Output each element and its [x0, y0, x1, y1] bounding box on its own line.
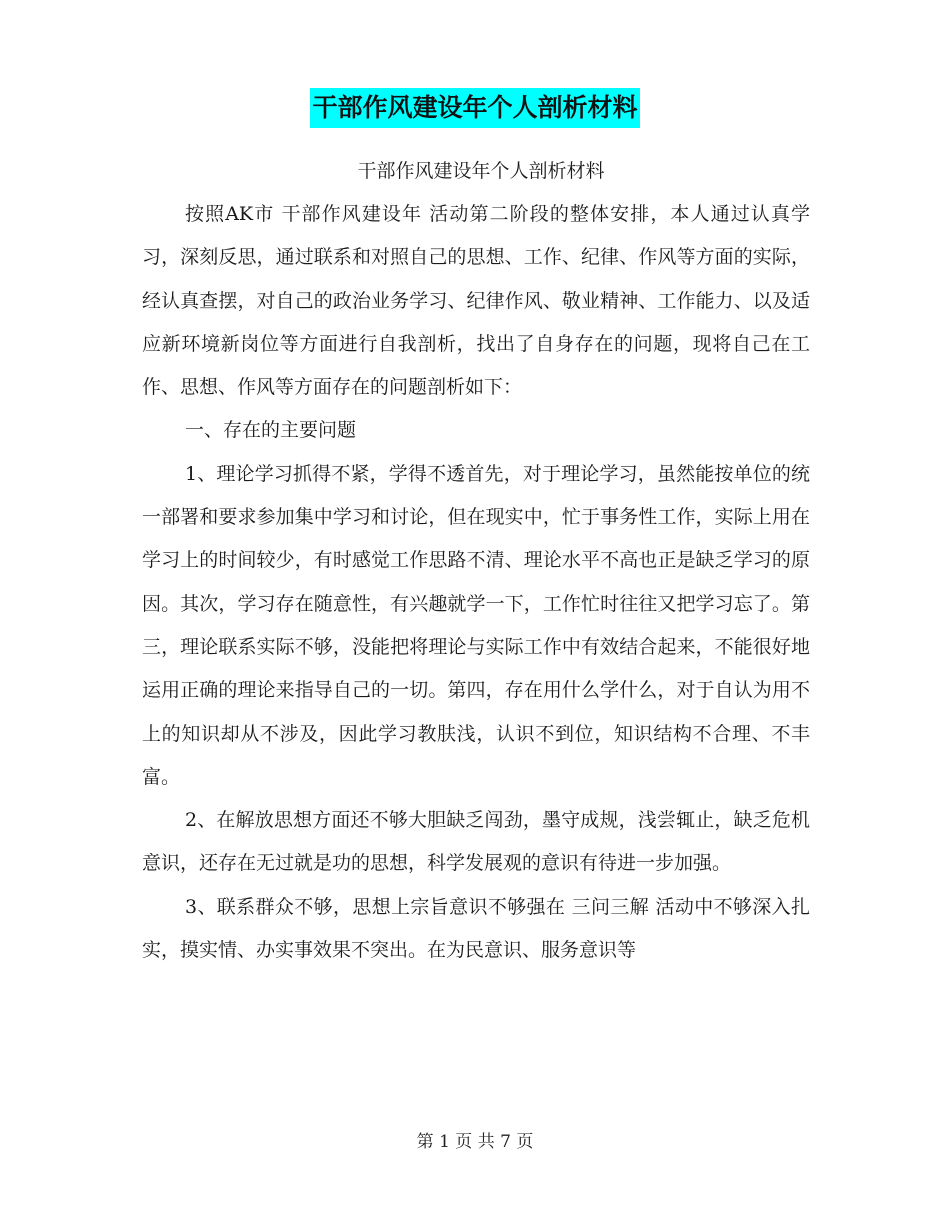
paragraph-item-2: 2、在解放思想方面还不够大胆缺乏闯劲，墨守成规，浅尝辄止，缺乏危机意识，还存在无过就是功的思想，科学发展观的意识有待进一步加强。: [142, 809, 810, 875]
section-heading: 一、存在的主要问题: [185, 419, 357, 442]
title-wrap: [0, 88, 950, 128]
document-body: [142, 150, 810, 972]
page-footer: 第 1 页 共 7 页: [416, 1132, 534, 1152]
page-title: 干部作风建设年个人剖析材料: [310, 88, 639, 128]
paragraph-intro: 按照AK市 干部作风建设年 活动第二阶段的整体安排，本人通过认真学习，深刻反思，通过联系和对照自己的思想、工作、纪律、作风等方面的实际，经认真查摆，对自己的政治业务学习、纪律作风、敬业精神、工作能力、以及适应新环境新岗位等方面进行自我剖析，找出了自身存在的问题，现将自己在工作、思想、作风等方面存在的问题剖析如下：: [142, 203, 810, 399]
paragraph-item-1: 1、理论学习抓得不紧，学得不透首先，对于理论学习，虽然能按单位的统一部署和要求参加集中学习和讨论，但在现实中，忙于事务性工作，实际上用在学习上的时间较少，有时感觉工作思路不清、理论水平不高也正是缺乏学习的原因。其次，学习存在随意性，有兴趣就学一下，工作忙时往往又把学习忘了。第三，理论联系实际不够，没能把将理论与实际工作中有效结合起来，不能很好地运用正确的理论来指导自己的一切。第四，存在用什么学什么，对于自认为用不上的知识却从不涉及，因此学习教肤浅，认识不到位，知识结构不合理、不丰富。: [142, 462, 810, 788]
document-subtitle: 干部作风建设年个人剖析材料: [357, 160, 605, 182]
paragraph-item-3: 3、联系群众不够，思想上宗旨意识不够强在 三问三解 活动中不够深入扎实，摸实情、办实事效果不突出。在为民意识、服务意识等: [142, 895, 810, 962]
